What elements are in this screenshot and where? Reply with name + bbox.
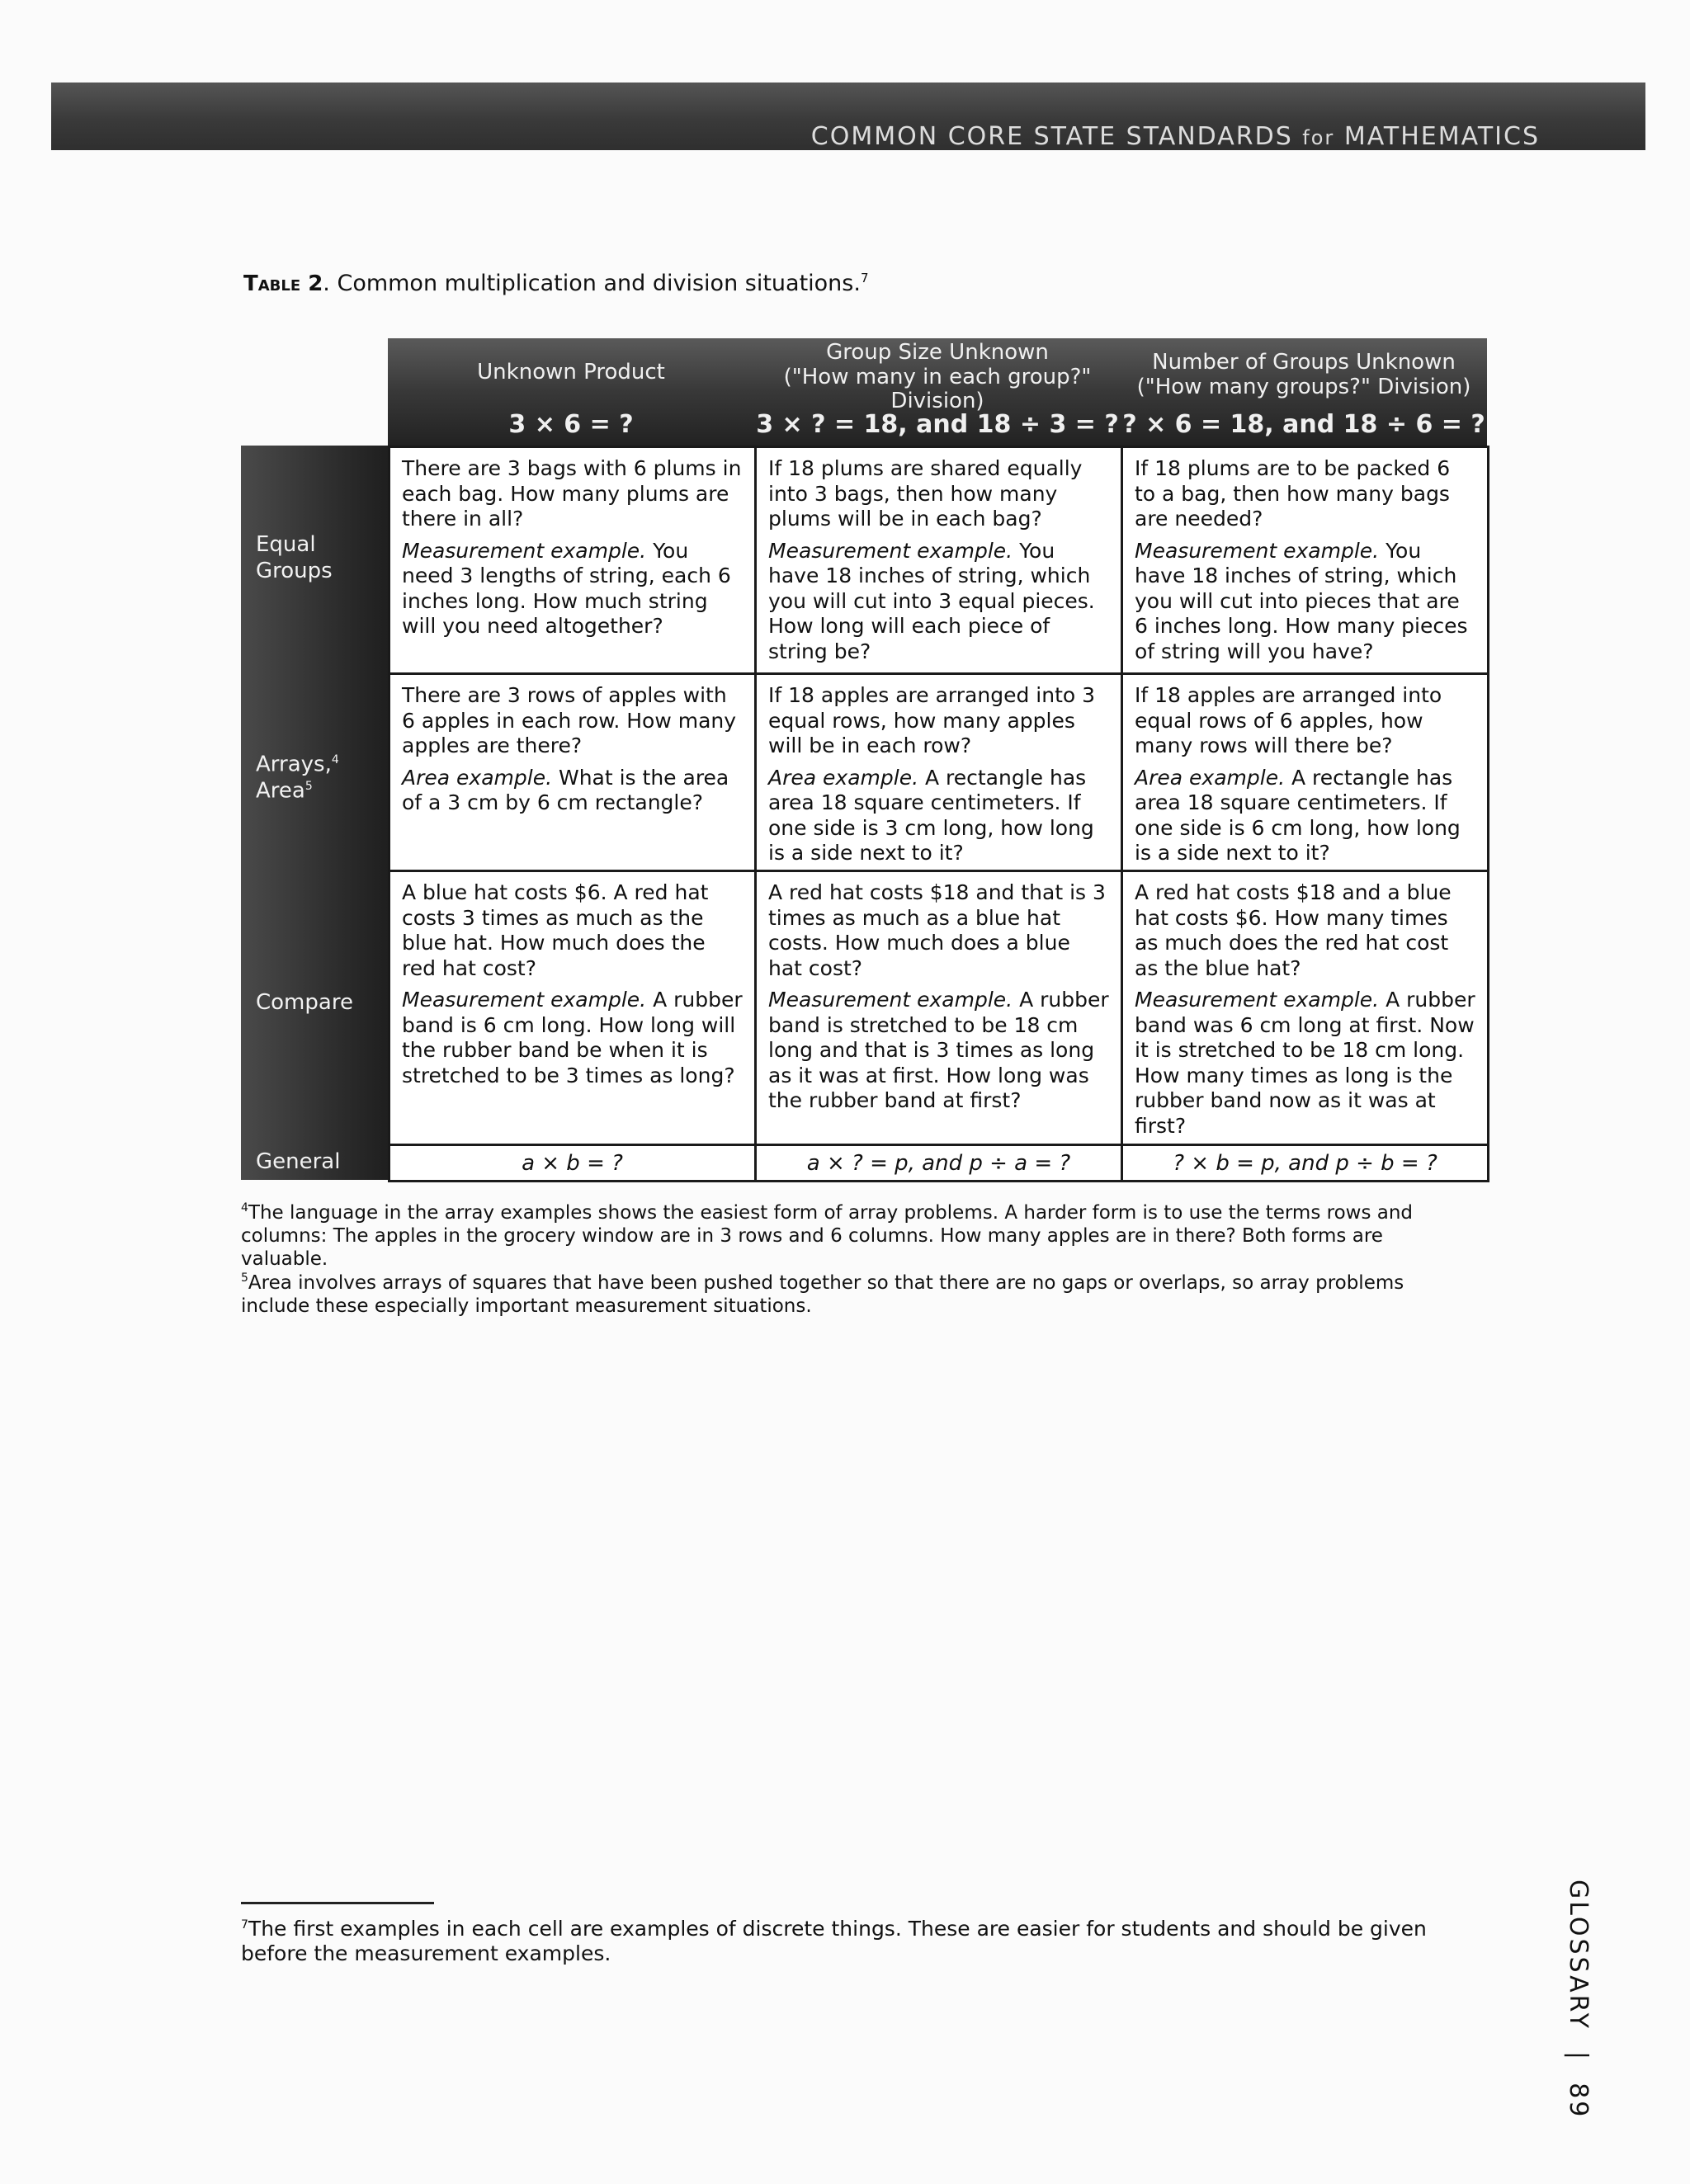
row-label: Arrays,$^4$: [256, 752, 339, 777]
discrete-example: If 18 plums are to be packed 6 to a bag, then how many bags are needed?: [1135, 456, 1451, 531]
column-equation: 3 × ? = 18, and 18 ÷ 3 = ?: [756, 410, 1119, 439]
area-example: Area example. A rectangle has area 18 square centimeters. If one side is 6 cm long, how long is a side next to it?: [1135, 765, 1461, 865]
column-equation: 3 × 6 = ?: [508, 410, 634, 439]
measurement-example: Measurement example. You have 18 inches of string, which you will cut into 3 equal pieces. How long will each piece of string be?: [768, 538, 1095, 663]
discrete-example: A blue hat costs $6. A red hat costs 3 times as much as the blue hat. How much does the red hat cost?: [402, 880, 709, 980]
row-header-arrays-area: [241, 672, 388, 870]
table-cell: [388, 870, 757, 1146]
discrete-example: A red hat costs $18 and a blue hat costs $6. How many times as much does the red hat cost as the blue hat?: [1135, 880, 1452, 980]
column-title: Group Size Unknown: [826, 340, 1049, 365]
column-header-unknown-product: [388, 338, 754, 446]
footnote-4: $^4$The language in the array examples shows the easiest form of array problems. A harder form is to use the terms rows and columns: The apples in the grocery window are in 3 rows and 6 columns. How many apples are in there? Both forms are valuable.: [241, 1201, 1414, 1270]
discrete-example: If 18 apples are arranged into equal rows of 6 apples, how many rows will there be?: [1135, 683, 1442, 757]
general-formula: a × ? = p, and p ÷ a = ?: [754, 1144, 1123, 1182]
table-cell: [754, 870, 1123, 1146]
column-header-number-of-groups-unknown: [1121, 338, 1487, 446]
footnote-5: $^5$Area involves arrays of squares that have been pushed together so that there are no gaps or overlaps, so array problems include these especially important measurement situations.: [241, 1271, 1404, 1317]
area-example: Area example. A rectangle has area 18 square centimeters. If one side is 3 cm long, how long is a side next to it?: [768, 765, 1094, 865]
discrete-example: There are 3 rows of apples with 6 apples in each row. How many apples are there?: [402, 683, 737, 757]
caption-text: . Common multiplication and division situations.: [323, 271, 861, 296]
table-cell: [754, 672, 1123, 872]
discrete-example: A red hat costs $18 and that is 3 times as much as a blue hat costs. How much does a blue hat cost?: [768, 880, 1106, 980]
column-header-group-size-unknown: [754, 338, 1121, 446]
footnote-7: $^7$The first examples in each cell are examples of discrete things. These are easier for students and should be given before the measurement examples.: [241, 1917, 1427, 1965]
table-cell: [754, 446, 1123, 675]
column-subtitle: ("How many in each group?": [783, 365, 1092, 389]
column-subtitle: Division): [890, 389, 984, 413]
column-title: Unknown Product: [477, 360, 665, 384]
table-cell: [388, 446, 757, 675]
measurement-example: Measurement example. A rubber band is 6 cm long. How long will the rubber band be when it is stretched to be 3 times as long?: [402, 988, 743, 1087]
page-footer-glossary: GLOSSARY | 89: [1564, 1880, 1593, 2120]
row-label: Area$^5$: [256, 778, 313, 804]
column-title: Number of Groups Unknown: [1152, 350, 1456, 375]
measurement-example: Measurement example. A rubber band was 6 cm long at first. Now it is stretched to be 18 cm long. How many times as long is the rubber band now as it was at first?: [1135, 988, 1475, 1138]
row-header-compare: [241, 870, 388, 1144]
table-cell: [1121, 672, 1489, 872]
row-label: Compare: [256, 990, 353, 1015]
general-formula: a × b = ?: [388, 1144, 757, 1182]
table-cell: [388, 672, 757, 872]
column-equation: ? × 6 = 18, and 18 ÷ 6 = ?: [1122, 410, 1485, 439]
discrete-example: If 18 apples are arranged into 3 equal rows, how many apples will be in each row?: [768, 683, 1096, 757]
discrete-example: There are 3 bags with 6 plums in each bag. How many plums are there in all?: [402, 456, 742, 531]
footnote-rule: [241, 1902, 434, 1904]
measurement-example: Measurement example. You need 3 lengths of string, each 6 inches long. How much string will you need altogether?: [402, 538, 731, 638]
header-banner: [51, 83, 1645, 150]
general-formula: ? × b = p, and p ÷ b = ?: [1121, 1144, 1489, 1182]
measurement-example: Measurement example. A rubber band is stretched to be 18 cm long and that is 3 times as long as it was at first. How long was the rubber band at first?: [768, 988, 1109, 1112]
row-label: General: [256, 1149, 341, 1174]
banner-title: COMMON CORE STATE STANDARDS for MATHEMATICS: [810, 122, 1540, 151]
table-cell: [1121, 870, 1489, 1146]
row-label: Groups: [256, 559, 333, 583]
row-label: Equal: [256, 532, 316, 557]
column-subtitle: ("How many groups?" Division): [1136, 375, 1471, 399]
row-header-general: [241, 1144, 388, 1180]
table-cell: [1121, 446, 1489, 675]
caption-label: Table 2: [243, 271, 323, 296]
measurement-example: Measurement example. You have 18 inches of string, which you will cut into pieces that are 6 inches long. How many pieces of string will you have?: [1135, 538, 1468, 663]
area-example: Area example. What is the area of a 3 cm by 6 cm rectangle?: [402, 765, 729, 814]
row-header-equal-groups: [241, 446, 388, 672]
caption-note: 7: [860, 271, 869, 285]
table-caption: [243, 271, 869, 296]
discrete-example: If 18 plums are shared equally into 3 bags, then how many plums will be in each bag?: [768, 456, 1083, 531]
